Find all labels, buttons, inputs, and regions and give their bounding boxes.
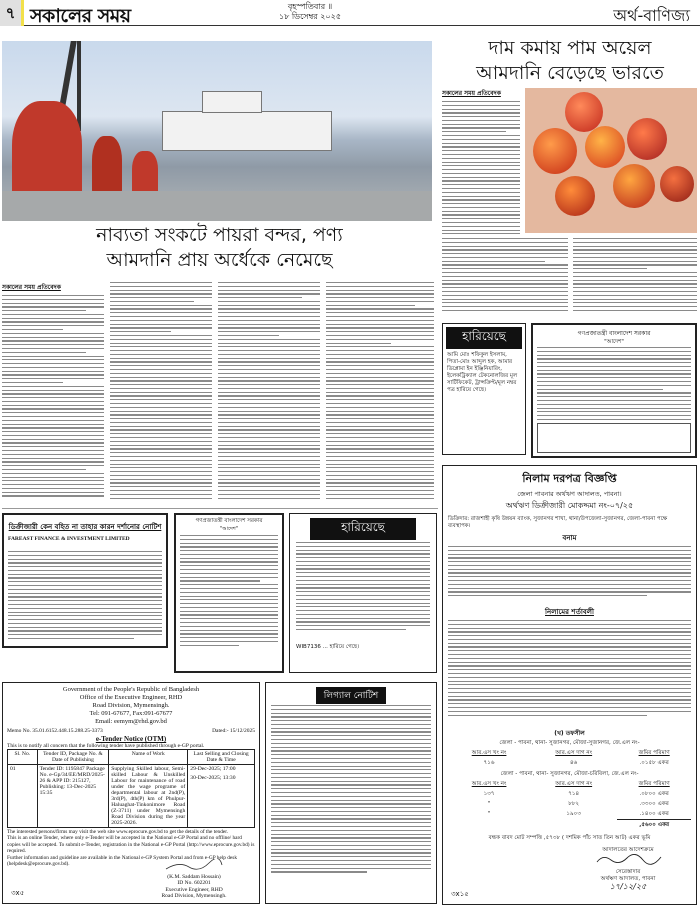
sign-date: ১৭/১২/২৫ [609,882,647,891]
lead-headline-line1: নাব্যতা সংকটে পায়রা বন্দর, পণ্য [96,224,343,246]
cell: ১৩৭ [483,790,495,797]
auction-terms-body [448,620,691,728]
tender-memo-row [7,728,255,734]
lost-notice-2-title: হারিয়েছে [310,518,416,540]
auction-signature [578,847,678,890]
tender-org-line2: Office of the Executive Engineer, RHD [79,694,183,701]
lost-notice-text: আমি মোঃ শফিকুল ইসলাম, পিতা-মোঃ আব্দুল হক, আমার ডিপ্লোমা ইন ইঞ্জিনিয়ারিং, ইলেকট্রিক্যাল টেকনোলজির মূল সার্টিফিকেট, ট্রান্সক্রিপ্ট/মূল নম্বর পত্র হারিয়ে গেছে। [447,352,518,393]
palm-headline-line1: দাম কমায় পাম অয়েল [488,37,652,59]
ship-bridge-icon [202,91,262,113]
col-tender-id: Tender ID, Package No. & Date of Publishing [37,750,109,765]
auction-court: জেলা পাবনার অর্থঋণ আদালত, পাবনা। [517,490,622,498]
decree-notice [2,513,168,648]
weekday: বৃহস্পতিবার ॥ [287,2,333,11]
gov-notice-mid-org: গণপ্রজাতন্ত্রী বাংলাদেশ সরকার [195,518,263,524]
cell: ৭১৪ [568,790,580,797]
decree-notice-body [8,551,162,645]
selling-date: 29-Dec-2025; 17:00 [190,766,236,772]
auction-versus: বনাম [562,534,577,542]
gov-notice-org: গণপ্রজাতন্ত্রী বাংলাদেশ সরকার [577,330,651,337]
signatory-id: ID No. 602201 [177,880,211,887]
lead-story-column-3 [218,282,320,502]
cell: " [487,801,491,807]
palm-story-column-2 [573,238,697,318]
tender-para-2: This is an online Tender, where only e-Tender will be accepted in the National e-GP Portal and no offline/ hard copies will be accepted. To submit e-Tender, registration in the National e-GP Portal (http://www.eprocure.gov.bd) is required. [7,835,255,855]
auction-body [448,546,691,606]
signature-icon [593,854,663,866]
tender-email: Email: eemym@rhd.gov.bd [95,718,167,725]
palm-byline: সকালের সময় প্রতিবেদক [442,90,501,97]
cell-dates [188,765,255,828]
tender-table-header [8,750,255,765]
col-area: জমির পরিমাণ [638,780,670,787]
tender-org-line1: Government of the People's Republic of Bangladesh [62,686,200,693]
auction-schedule-title: (খ) তফসীল [554,730,585,737]
land-table-header [448,748,691,758]
date: ১৮ ডিসেম্বর ২০২৫ [278,12,342,21]
gov-notice-top [531,323,697,458]
buoy-icon [132,151,158,196]
sign-line-3: অর্থঋণ আদালত, পাবনা [600,876,656,882]
land-table-1 [448,748,691,768]
cell: .০১৫৮ একর [639,759,669,766]
signatory-office: Road Division, Mymensingh. [161,893,227,900]
col-name-of-work: Name of Work [109,750,188,765]
dock-surface [2,191,432,221]
e-tender-notice [2,682,260,904]
decree-notice-title: ডিক্রীজারী কেন বহিত না তাহার কারন দর্শানোর নোটিশ [8,523,162,531]
dateline [240,2,380,22]
closing-date: 30-Dec-2025; 13:30 [190,775,236,781]
gov-notice-mid [174,513,284,673]
lead-headline [2,223,437,273]
tender-para-3: Further information and guideline are available in the National e-GP System Portal and from e-GP help desk (helpdesk@eprocure.gov.bd). [7,854,237,868]
palm-fruit-icon [613,164,655,208]
signatory-title: Executive Engineer, RHD [165,886,223,893]
gov-notice-body [537,347,691,427]
auction-district-2: জেলা - পাবনা, থানা- সুজানগর, মৌজা-চরিবিলা, জে.এল নং- [500,771,639,777]
signature-icon [164,859,224,871]
palm-fruit-icon [565,92,603,132]
auction-terms-title: নিলামের শর্তাবলী [545,608,594,616]
lost-notice-title: হারিয়েছে [446,327,522,349]
cell: .০৮০০ একর [639,790,669,797]
lost-notice-2 [289,513,437,673]
cell: " [487,811,491,818]
auction-title: নিলাম দরপত্র বিজ্ঞপ্তি [522,472,617,485]
palm-story-column-1 [442,238,568,318]
sign-line-2: সেরেস্তাদার [615,869,641,875]
crane-icon [77,41,81,131]
legal-notice-title: লিগ্যাল নোটিশ [316,687,386,704]
lost-notice-1 [442,323,526,455]
tender-date: Dated:- 15/12/2025 [212,728,255,734]
col-dates: Last Selling and Closing Date & Time [188,750,255,765]
palm-story-intro [442,88,520,234]
tender-header [7,686,255,726]
buoy-icon [92,136,122,196]
palm-fruit-photo [525,88,697,233]
lost-notice-2-text: WIB7136 ... হারিয়ে গেছে। [296,644,360,650]
col-khatian: আর.এস খং নং [471,780,507,787]
table-row [448,789,691,799]
col-khatian: আর.এস খং নং [471,749,507,756]
cell-sl: 01 [8,765,38,828]
gov-notice-order-title: "আদেশ" [604,339,624,345]
ad-code: ৩x৫ [11,889,25,897]
auction-case-no: অর্থঋণ ডিক্রীজারী মোকদ্দমা নং-০৭/২৫ [505,501,634,510]
tender-signature [139,859,249,900]
col-dag: আর.এস দাগ নং [555,780,593,787]
gov-notice-mid-order: "আদেশ" [219,526,239,532]
table-row [448,758,691,768]
auction-summary: বন্ধক বাবদ মোট সম্পত্তি ,৫৭৩৮ ( দশমিক পাঁচ সাত তিন আট) একর ভূমি [488,835,651,841]
signatory-name: (K.M. Saddam Hossain) [167,873,221,880]
cell: ৪৬ [570,759,578,766]
sign-line-1: আদালতের আদেশক্রমে [602,847,654,853]
lost-notice-2-body [296,542,430,642]
auction-district-1: জেলা - পাবনা, থানা- সুজানগর, মৌজা-সুজানগর, জে.এল নং- [499,740,640,746]
lead-byline: সকালের সময় প্রতিবেদক [2,284,61,291]
section-name: অর্থ-বাণিজ্য [613,6,690,25]
cell: ১৯০৩ [566,810,581,817]
palm-fruit-icon [555,176,595,216]
col-area: জমির পরিমাণ [638,749,670,756]
palm-headline [445,36,695,86]
newspaper-name: সকালের সময় [30,5,131,27]
palm-fruit-icon [627,118,667,160]
palm-headline-line2: আমদানি বেড়েছে ভারতে [476,62,664,84]
cell: .১৪০০ একর [639,810,669,817]
table-row [8,765,255,828]
tender-title: e-Tender Notice (OTM) [95,735,167,743]
legal-notice [265,682,437,904]
table-total-row [448,820,691,831]
ship-icon [162,111,332,151]
legal-notice-body [271,705,431,895]
tender-org-line3: Road Division, Mymensingh. [92,702,170,709]
gov-notice-table [537,423,691,453]
gov-notice-mid-body [180,535,278,665]
land-table-2 [448,779,691,830]
table-row [448,809,691,820]
palm-fruit-icon [660,166,694,202]
masthead [0,0,700,26]
decree-notice-company: FAREAST FINANCE & INVESTMENT LIMITED [8,536,130,542]
cell-tender: Tender ID: 1195847 Package No. e-Gp/34/EE/MRD/2025-26 & APP ID: 215127, Publishing: 13-Dec-2025 15:35 [37,765,109,828]
auction-decree-holder: ডিক্রিদার: রাজশাহী কৃষি উন্নয়ন ব্যাংক, সুজানগর শাখা, থানা/উপজেলা-সুজানগর, জেলা-পাবনা পক্ষে ব্যবস্থাপক। [448,516,668,529]
tender-intro: This is to notify all concern that the following tender have published through e-GP portal. [7,743,205,749]
tender-memo: Memo No. 35.01.6152.448.15.288.25-3373 [7,728,103,734]
cell: ৭১৬ [483,759,495,766]
lead-story-column-4 [326,282,434,502]
divider [2,508,438,509]
ad-code: ৩x১৫ [451,890,469,898]
cell: .৩৩০০ একর [639,800,669,807]
col-sl: Sl. No. [8,750,38,765]
page-number: ৭ [0,0,24,26]
port-photo [2,41,432,221]
total-area: ,৫৬০০ একর [617,820,691,831]
lead-story-column-1 [2,282,104,502]
table-row [448,799,691,809]
lead-headline-line2: আমদানি প্রায় অর্ধেকে নেমেছে [106,249,333,271]
palm-fruit-icon [533,128,577,174]
cell: ৮৮২ [568,800,580,807]
cell-work: Supplying Skilled labour, Semi-skilled Labour & Unskilled Labour for maintenance of road under the wage programe of departmental labour at 2nd(P), 3rd(P), 4th(P) km of Phulpur-Haluaghat-Tinkonimore Road (Z-3711) under Mymensingh Road Division during the year 2025-2026. [109,765,188,828]
land-table-header [448,779,691,789]
tender-para-1: The interested persons/firms may visit the web site www.eprocure.gov.bd to get the details of the tender. [7,829,228,835]
palm-fruit-icon [585,126,625,168]
auction-notice [442,465,697,905]
col-dag: আর.এস দাগ নং [555,749,593,756]
tender-tel: Tel: 091-67677, Fax:091-67677 [89,710,173,717]
tender-table [7,749,255,828]
lead-story-column-2 [110,282,212,502]
